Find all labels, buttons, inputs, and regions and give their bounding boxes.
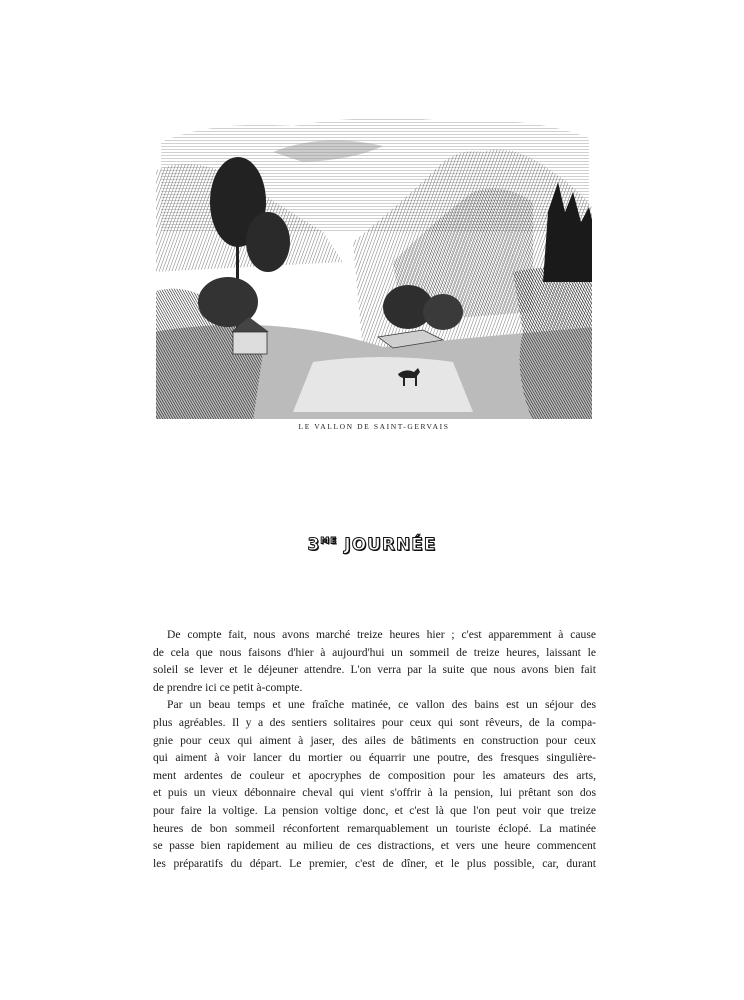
text-line: plus agréables. Il y a des sentiers solitaires pour ceux qui sont rêveurs, de la compa- [153, 715, 596, 729]
text-line: soleil se lever et le déjeuner attendre. L'on verra par la suite que nous avons bien fait [153, 663, 596, 677]
chapter-body-text [153, 626, 596, 872]
text-line: les préparatifs du départ. Le premier, c'est de dîner, et le plus possible, car, durant [153, 856, 596, 870]
chapter-number: 3 [307, 535, 321, 555]
text-line: heures de bon sommeil réconfortent remarquablement un touriste éclopé. La matinée [153, 821, 596, 835]
text-line: de cela que nous faisons d'hier à aujourd'hui un sommeil de treize heures, laissant le [153, 645, 596, 659]
text-line: se passe bien rapidement au milieu de ces distractions, et vers une heure commencent [153, 839, 596, 853]
text-line: pour faire la voltige. La pension voltige donc, et c'est là que l'on peut voir que treize [153, 803, 596, 817]
text-line: ment ardentes de couleur et apocryphes de composition pour les amateurs des arts, [153, 768, 596, 782]
chapter-heading [0, 535, 744, 555]
text-line: de prendre ici ce petit à-compte. [153, 680, 303, 694]
engraving-image [153, 112, 595, 422]
illustration-caption: LE VALLON DE SAINT-GERVAIS [298, 422, 450, 431]
text-line: Par un beau temps et une fraîche matinée, ce vallon des bains est un séjour des [167, 698, 596, 712]
chapter-title-text: JOURNÉE [344, 535, 437, 555]
text-line: et puis un vieux débonnaire cheval qui vient s'offrir à la pension, lui prêtant son dos [153, 786, 596, 800]
text-line: qui aiment à voir lancer du mortier ou équarrir une poutre, des fresques singulière- [153, 751, 596, 765]
text-line: De compte fait, nous avons marché treize heures hier ; c'est apparemment à cause [167, 628, 596, 641]
text-line: gnie pour ceux qui aiment à jaser, des ailes de bâtiments en construction pour ceux [153, 733, 596, 747]
chapter-number-suffix: ME [320, 536, 338, 547]
valley-engraving-illustration [153, 112, 595, 422]
